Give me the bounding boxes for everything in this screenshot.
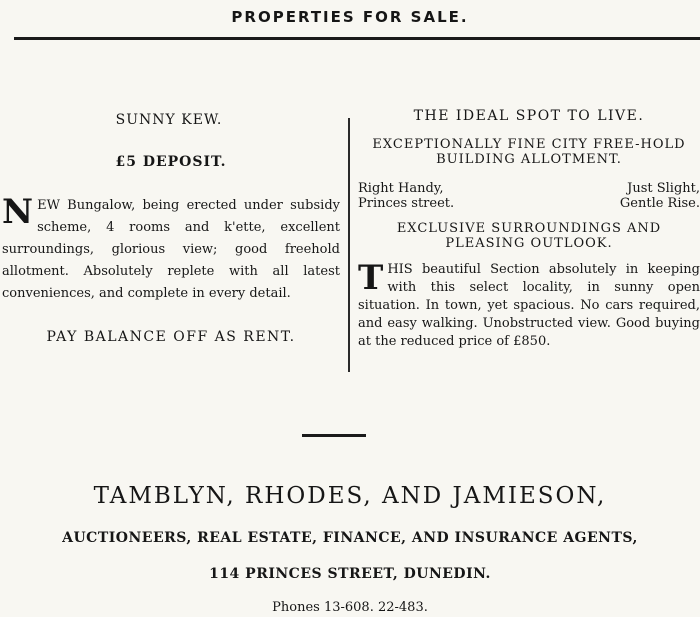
firm-phones: Phones 13-608. 22-483. xyxy=(272,600,428,615)
loc-right-2: Gentle Rise. xyxy=(619,196,700,211)
loc-left-2: Princes street. xyxy=(358,196,455,211)
right-heading: THE IDEAL SPOT TO LIVE. xyxy=(413,108,645,124)
left-deposit: £5 DEPOSIT. xyxy=(115,154,227,170)
right-body-text: HIS beautiful Section absolutely in keeping with this select locality, in sunny open situation. In town, yet spacious. No cars required, and easy walking. Unobstructed view. Good buying at the reduced price of £850. xyxy=(358,262,700,349)
right-subheading2: EXCLUSIVE SURROUNDINGS AND PLEASING OUTLOOK. xyxy=(396,221,662,251)
loc-right-1: Just Slight, xyxy=(627,181,700,196)
left-footer: PAY BALANCE OFF AS RENT. xyxy=(46,329,296,345)
left-body-text: EW Bungalow, being erected under subsidy scheme, 4 rooms and k'ette, excellent surroundings, glorious view; good freehold allotment. Absolutely replete with all latest conveniences, and complete in every detail. xyxy=(2,198,340,301)
firm-name: TAMBLYN, RHODES, AND JAMIESON, xyxy=(93,483,607,509)
firm-agents: AUCTIONEERS, REAL ESTATE, FINANCE, AND INSURANCE AGENTS, xyxy=(62,530,638,546)
column-divider xyxy=(348,118,350,372)
right-body xyxy=(358,258,700,351)
right-advert xyxy=(358,108,700,351)
left-advert xyxy=(2,112,340,346)
left-heading: SUNNY KEW. xyxy=(115,112,223,128)
firm-address: 114 PRINCES STREET, DUNEDIN. xyxy=(209,566,491,582)
page-title: PROPERTIES FOR SALE. xyxy=(231,8,469,26)
left-dropcap: N xyxy=(2,192,34,232)
top-rule xyxy=(14,37,700,40)
loc-left-1: Right Handy, xyxy=(358,181,444,196)
right-dropcap: T xyxy=(358,258,384,298)
left-body xyxy=(2,192,340,305)
right-subheading: EXCEPTIONALLY FINE CITY FREE-HOLD BUILDING ALLOTMENT. xyxy=(372,137,686,167)
location-block xyxy=(358,181,700,211)
middle-rule xyxy=(302,434,366,437)
